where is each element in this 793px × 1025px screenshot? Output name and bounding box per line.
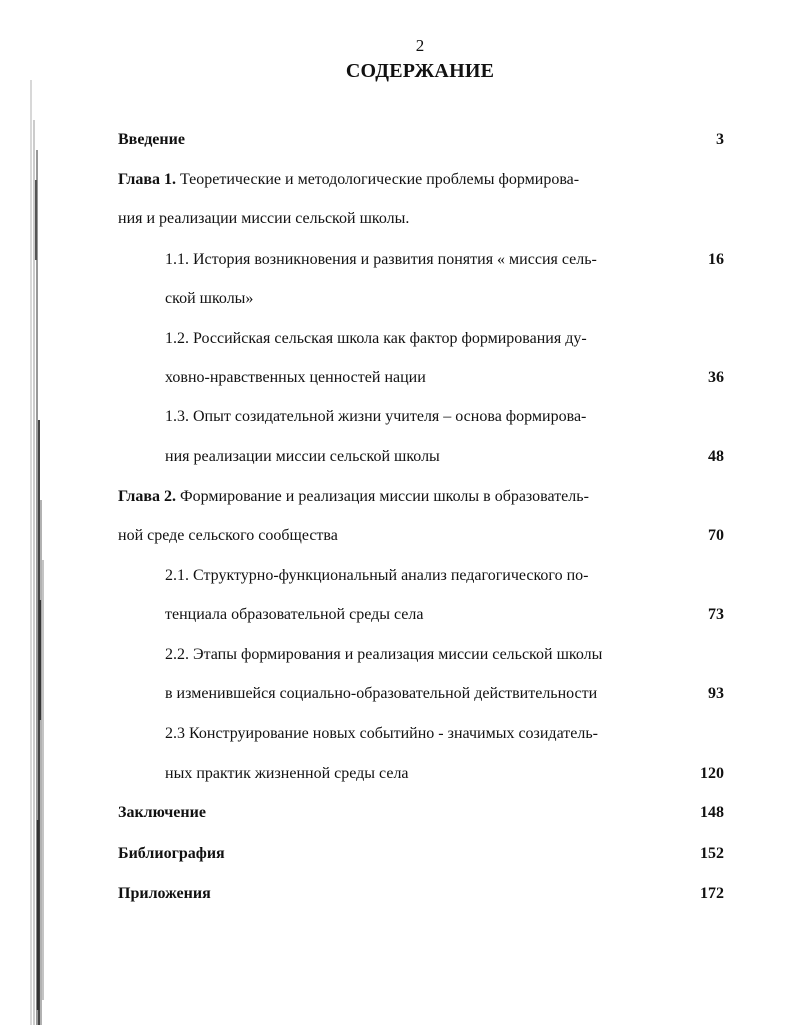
toc-chapter2-text: Формирование и реализация миссии школы в образователь-: [176, 488, 589, 505]
toc-chapter1-text: Теоретические и методологические проблемы формирова-: [176, 171, 580, 188]
toc-s2-1-line2: тенциала образовательной среды села: [165, 606, 424, 623]
toc-s1-3-page: 48: [708, 448, 724, 465]
toc-chapter2-lead: Глава 2.: [118, 488, 176, 505]
toc-s2-2-page: 93: [708, 685, 724, 702]
toc-s1-1-page: 16: [708, 251, 724, 268]
toc-s1-2-line2: ховно-нравственных ценностей нации: [165, 369, 426, 386]
toc-s2-1-line1: 2.1. Структурно-функциональный анализ педагогического по-: [165, 567, 589, 584]
toc-chapter2-line2: ной среде сельского сообщества: [118, 527, 338, 544]
toc-chapter1-lead: Глава 1.: [118, 171, 176, 188]
toc-intro-page: 3: [716, 131, 724, 148]
toc-chapter2-page: 70: [708, 527, 724, 544]
toc-s2-3-page: 120: [700, 765, 724, 782]
toc-chapter2-line1: [118, 487, 589, 507]
toc-intro-label: Введение: [118, 131, 185, 148]
toc-s1-1-line1: 1.1. История возникновения и развития понятия « миссия сель-: [165, 251, 597, 268]
toc-conclusion-page: 148: [700, 804, 724, 821]
toc-s1-2-line1: 1.2. Российская сельская школа как фактор формирования ду-: [165, 330, 587, 347]
toc-chapter1-line2: ния и реализации миссии сельской школы.: [118, 210, 410, 227]
toc-bibliography-page: 152: [700, 845, 724, 862]
toc-s2-2-line1: 2.2. Этапы формирования и реализация миссии сельской школы: [165, 646, 603, 663]
toc-s1-3-line2: ния реализации миссии сельской школы: [165, 448, 440, 465]
toc-conclusion-label: Заключение: [118, 804, 206, 821]
toc-chapter1-line1: [118, 170, 579, 190]
scan-binding-edge: [0, 0, 60, 1025]
toc-appendices-label: Приложения: [118, 885, 211, 902]
toc-s2-2-line2: в изменившейся социально-образовательной действительности: [165, 685, 598, 702]
toc-s2-3-line2: ных практик жизненной среды села: [165, 765, 409, 782]
toc-s1-1-line2: ской школы»: [165, 290, 254, 307]
toc-s2-1-page: 73: [708, 606, 724, 623]
page-title: СОДЕРЖАНИЕ: [345, 60, 495, 82]
toc-bibliography-label: Библиография: [118, 845, 225, 862]
toc-s2-3-line1: 2.3 Конструирование новых событийно - значимых созидатель-: [165, 725, 598, 742]
toc-s1-3-line1: 1.3. Опыт созидательной жизни учителя – основа формирова-: [165, 408, 587, 425]
toc-appendices-page: 172: [700, 885, 724, 902]
toc-s1-2-page: 36: [708, 369, 724, 386]
page-number: 2: [415, 36, 425, 55]
